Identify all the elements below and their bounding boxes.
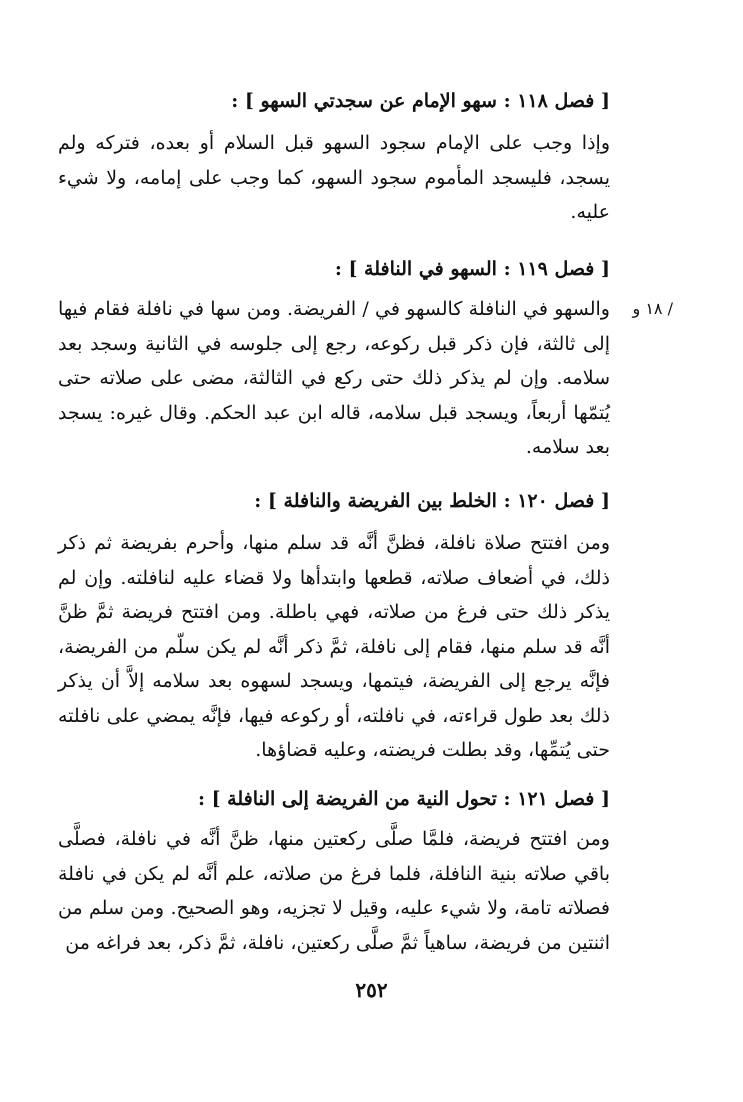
- section-heading-121: [ فصل ١٢١ : تحول النية من الفريضة إلى النافلة ] :: [197, 788, 610, 810]
- section-body-118: [58, 126, 610, 230]
- section-body-121: [58, 822, 610, 962]
- section-120-paragraph: ومن افتتح صلاة نافلة، فظنَّ أنَّه قد سلم منها، وأحرم بفريضة ثم ذكر ذلك، في أضعاف صلاته، قطعها وابتدأها ولا قضاء عليه لنافلته. وإن لم يذكر ذلك حتى فرغ من صلاته، فهي باطلة. ومن افتتح فريضة ثمَّ ظنَّ أنَّه قد سلم منها، فقام إلى نافلة، ثمَّ ذكر أنَّه لم يكن سلّم من الفريضة، فإنَّه يرجع إلى الفريضة، فيتمها، ويسجد لسهوه بعد سلامه إلاَّ أن يذكر ذلك بعد طول قراءته، في نافلته، أو ركوعه فيها، فإنَّه يمضي على نافلته حتى يُتمِّها، وقد بطلت فريضته، وعليه قضاؤها.: [58, 532, 610, 761]
- page-number: ٢٥٢: [355, 978, 388, 1002]
- section-body-120: [58, 526, 610, 768]
- margin-folio-note: / ١٨ و: [632, 299, 673, 318]
- section-heading-118: [ فصل ١١٨ : سهو الإمام عن سجدتي السهو ] :: [231, 90, 610, 112]
- section-121-paragraph: ومن افتتح فريضة، فلمَّا صلَّى ركعتين منها، ظنَّ أنَّه في نافلة، فصلَّى باقي صلاته بنية النافلة، فلما فرغ من صلاته، علم أنَّه لم يكن في نافلة فصلاته تامة، ولا شيء عليه، وقيل لا تجزيه، وهو الصحيح. ومن سلم من اثنتين من فريضة، ساهياً ثمَّ صلَّى ركعتين، نافلة، ثمَّ ذكر، بعد فراغه من: [58, 828, 610, 954]
- section-heading-119: [ فصل ١١٩ : السهو في النافلة ] :: [334, 258, 610, 280]
- section-119-paragraph: والسهو في النافلة كالسهو في / الفريضة. ومن سها في نافلة فقام فيها إلى ثالثة، فإن ذكر قبل ركوعه، رجع إلى جلوسه في الثانية وسجد بعد سلامه. وإن لم يذكر ذلك حتى ركع في الثالثة، مضى على صلاته حتى يُتمّها أربعاً، ويسجد قبل سلامه، قاله ابن عبد الحكم. وقال غيره: يسجد بعد سلامه.: [58, 298, 610, 458]
- section-body-119: [58, 292, 610, 464]
- section-heading-120: [ فصل ١٢٠ : الخلط بين الفريضة والنافلة ] :: [254, 490, 610, 512]
- section-118-paragraph: وإذا وجب على الإمام سجود السهو قبل السلام أو بعده، فتركه ولم يسجد، فليسجد المأموم سجود السهو، كما وجب على إمامه، ولا شيء عليه.: [58, 132, 610, 223]
